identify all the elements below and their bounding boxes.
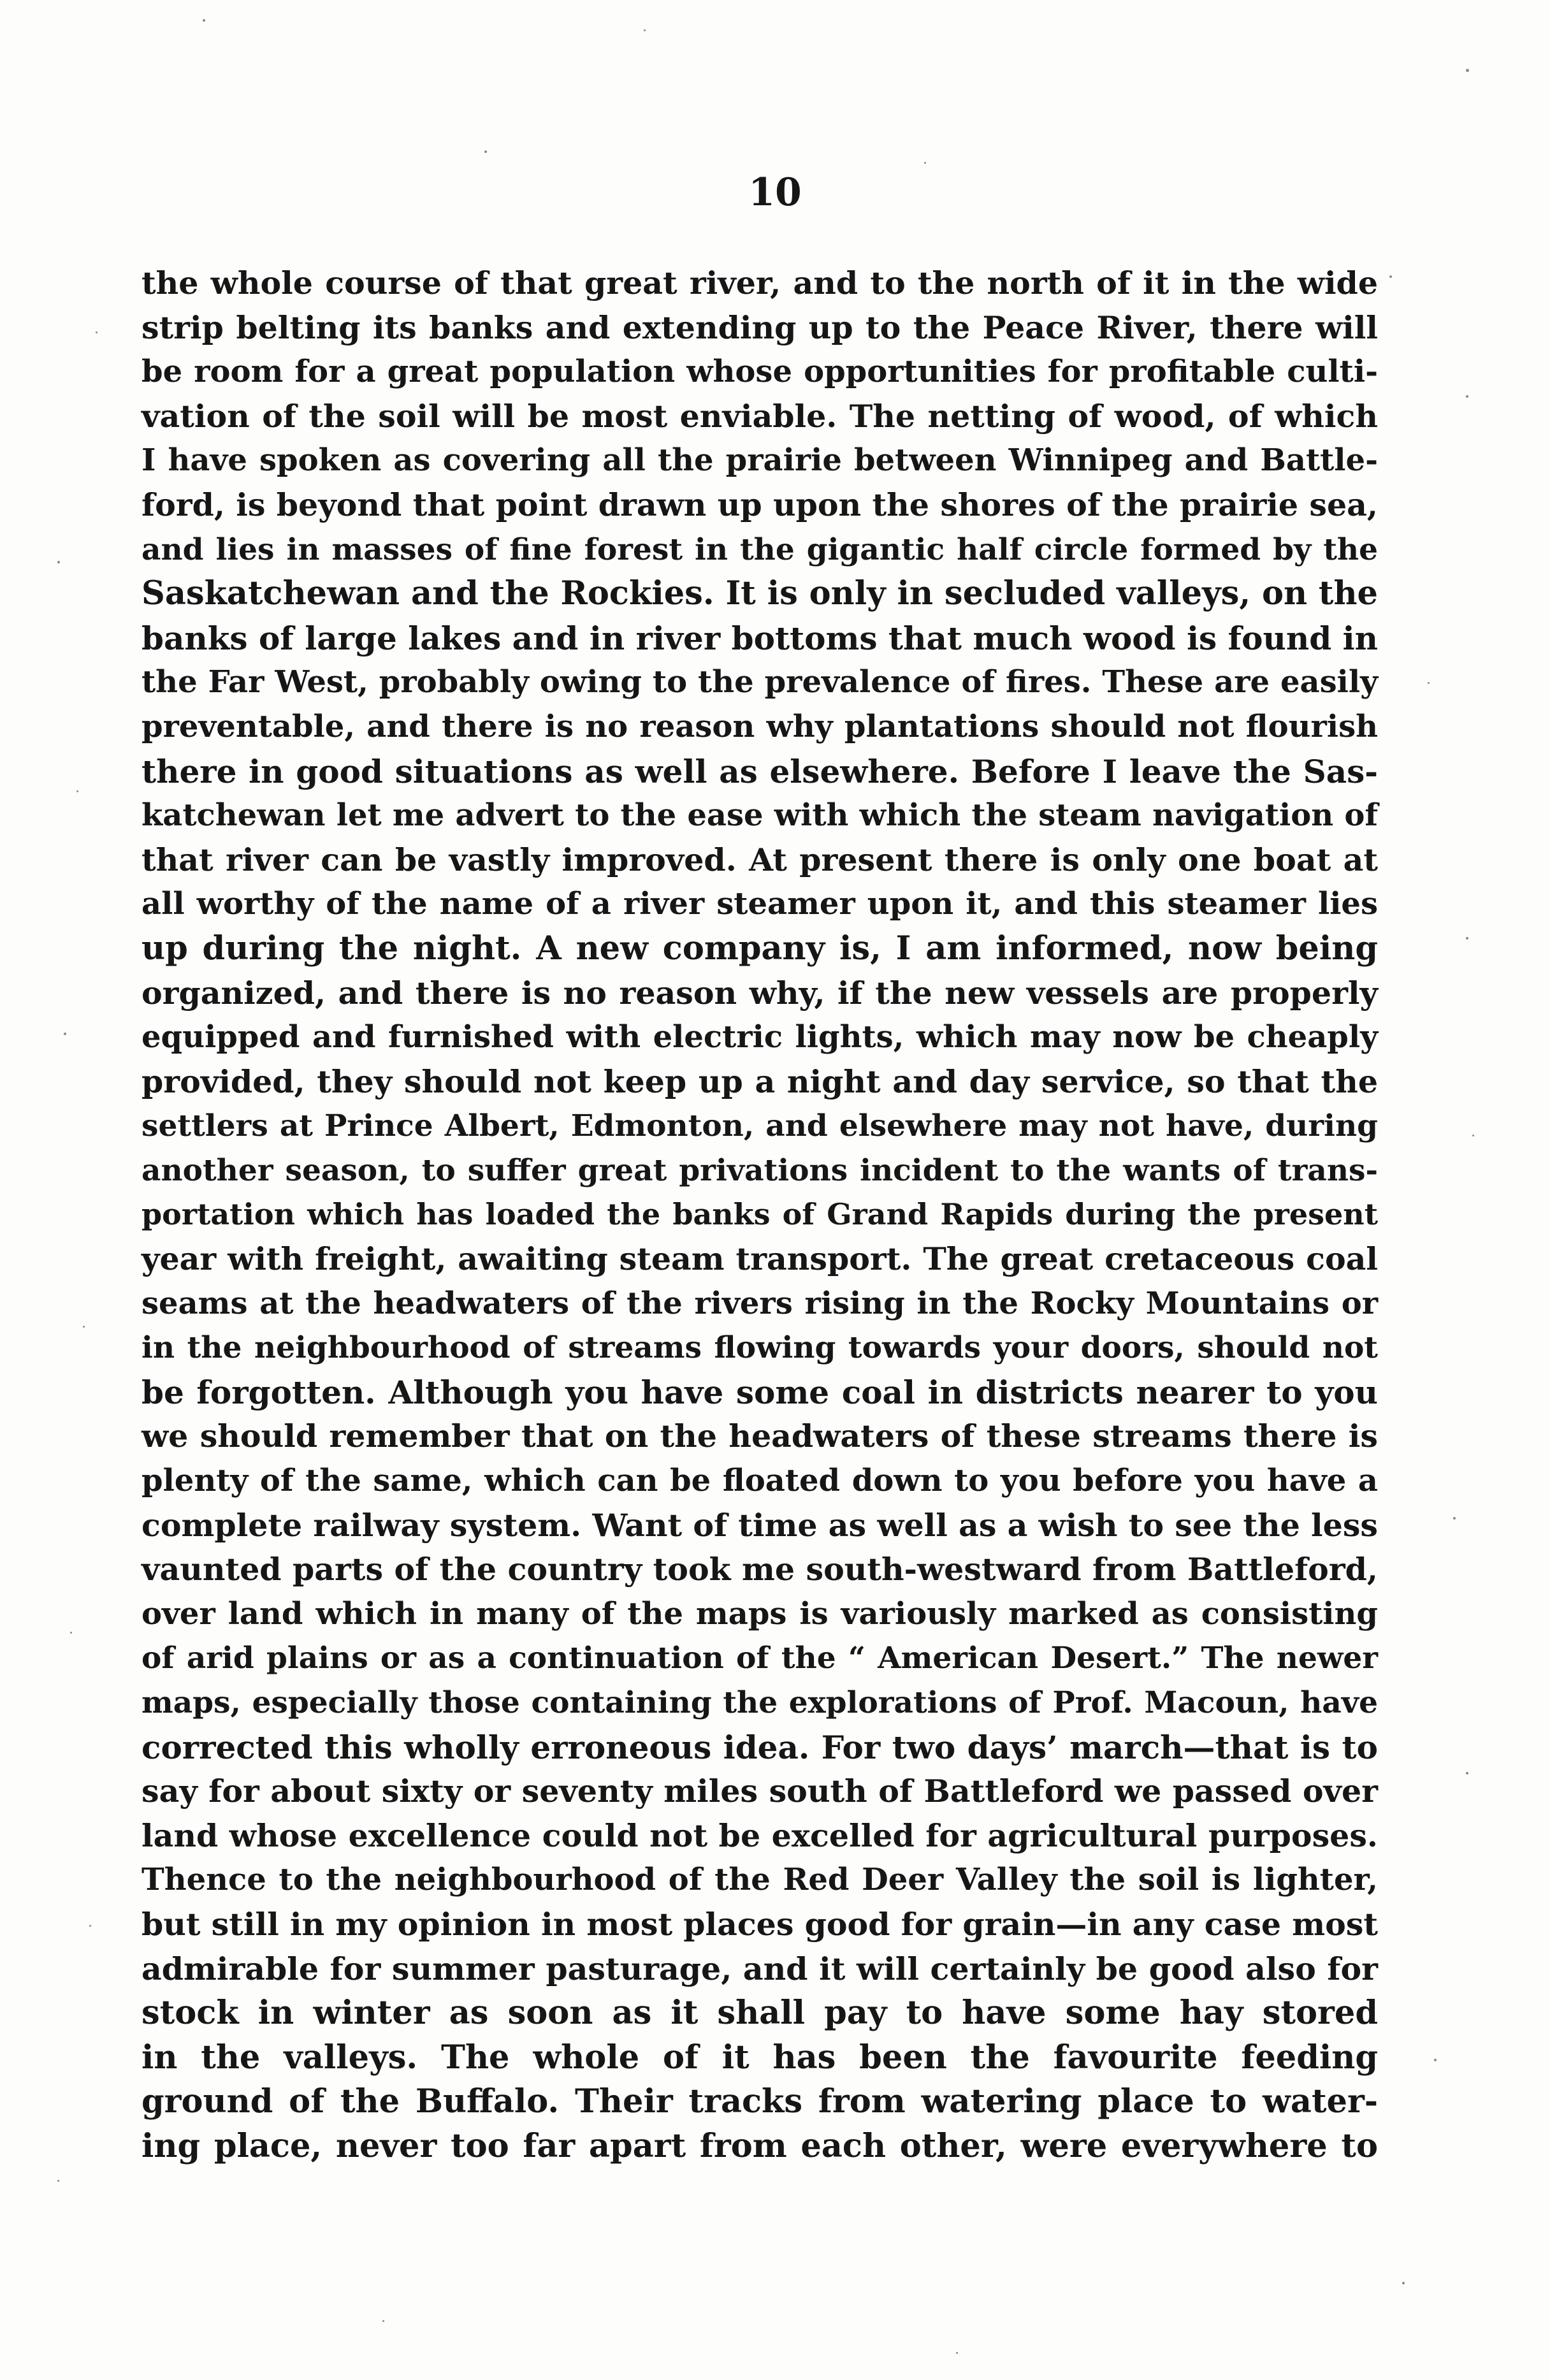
text-line: stock in winter as soon as it shall pay to have some hay stored bbox=[141, 1994, 1378, 2033]
scan-speck bbox=[1466, 937, 1468, 940]
scan-speck bbox=[1466, 1772, 1468, 1774]
scan-speck bbox=[70, 1632, 72, 1634]
text-line: over land which in many of the maps is variously marked as consisting bbox=[141, 1595, 1378, 1632]
text-line: be room for a great population whose opportunities for profitable culti- bbox=[141, 354, 1378, 390]
text-line: vation of the soil will be most enviable. The netting of wood, of which bbox=[141, 397, 1378, 435]
text-line: but still in my opinion in most places good for grain—in any case most bbox=[141, 1905, 1378, 1943]
scan-speck bbox=[1466, 395, 1468, 398]
text-line: land whose excellence could not be excelled for agricultural purposes. bbox=[141, 1817, 1378, 1854]
text-line: provided, they should not keep up a night and day service, so that the bbox=[141, 1063, 1378, 1100]
scan-speck bbox=[1389, 275, 1392, 278]
scan-speck bbox=[64, 1033, 66, 1035]
text-line: admirable for summer pasturage, and it will certainly be good also for bbox=[141, 1950, 1378, 1987]
text-line: and lies in masses of fine forest in the gigantic half circle formed by the bbox=[141, 532, 1378, 567]
scan-speck bbox=[76, 790, 78, 792]
text-line: there in good situations as well as elsewhere. Before I leave the Sas- bbox=[141, 752, 1378, 790]
text-line: strip belting its banks and extending up to the Peace River, there will bbox=[141, 308, 1378, 346]
text-line: settlers at Prince Albert, Edmonton, and elsewhere may not have, during bbox=[141, 1108, 1378, 1144]
scan-speck bbox=[924, 162, 926, 164]
text-line: I have spoken as covering all the prairie between Winnipeg and Battle- bbox=[141, 442, 1378, 479]
text-line: we should remember that on the headwaters of these streams there is bbox=[141, 1418, 1378, 1455]
text-line: up during the night. A new company is, I am informed, now being bbox=[141, 929, 1378, 968]
scan-speck bbox=[644, 29, 646, 31]
text-line: equipped and furnished with electric lights, which may now be cheaply bbox=[141, 1019, 1378, 1056]
scan-speck bbox=[57, 2180, 59, 2182]
scan-speck bbox=[484, 150, 487, 153]
text-line: organized, and there is no reason why, if the new vessels are properly bbox=[141, 974, 1378, 1012]
text-line: in the valleys. The whole of it has been the favourite feeding bbox=[141, 2038, 1378, 2077]
scan-speck bbox=[57, 561, 60, 563]
scan-speck bbox=[1472, 1135, 1474, 1136]
scan-speck bbox=[203, 19, 205, 22]
text-line: ford, is beyond that point drawn up upon the shores of the prairie sea, bbox=[141, 486, 1378, 523]
text-line: that river can be vastly improved. At present there is only one boat at bbox=[141, 841, 1378, 878]
scan-speck bbox=[1466, 69, 1469, 72]
text-line: corrected this wholly erroneous idea. For two days’ march—that is to bbox=[141, 1728, 1378, 1766]
text-line: year with freight, awaiting steam transport. The great cretaceous coal bbox=[141, 1240, 1378, 1278]
scan-speck bbox=[89, 1925, 91, 1927]
text-line: plenty of the same, which can be floated down to you before you have a bbox=[141, 1463, 1378, 1499]
text-line: of arid plains or as a continuation of the “ American Desert.” The newer bbox=[141, 1641, 1378, 1676]
text-line: say for about sixty or seventy miles south of Battleford we passed over bbox=[141, 1773, 1378, 1810]
scan-speck bbox=[382, 2320, 384, 2322]
page-number: 10 bbox=[748, 170, 802, 215]
scan-speck bbox=[96, 331, 98, 333]
text-line: the whole course of that great river, and to the north of it in the wide bbox=[141, 265, 1378, 301]
scan-speck bbox=[956, 2352, 958, 2354]
text-line: seams at the headwaters of the rivers rising in the Rocky Mountains or bbox=[141, 1285, 1378, 1321]
text-line: the Far West, probably owing to the prevalence of fires. These are easily bbox=[141, 664, 1378, 700]
text-line: katchewan let me advert to the ease with which the steam navigation of bbox=[141, 797, 1378, 834]
text-line: ground of the Buffalo. Their tracks from watering place to water- bbox=[141, 2082, 1378, 2121]
text-line: maps, especially those containing the explorations of Prof. Macoun, have bbox=[141, 1685, 1378, 1720]
text-line: preventable, and there is no reason why plantations should not flourish bbox=[141, 708, 1378, 744]
text-line: all worthy of the name of a river steamer upon it, and this steamer lies bbox=[141, 886, 1378, 922]
scan-speck bbox=[1434, 2059, 1437, 2061]
text-line: complete railway system. Want of time as well as a wish to see the less bbox=[141, 1506, 1378, 1544]
text-line: in the neighbourhood of streams flowing towards your doors, should not bbox=[141, 1330, 1378, 1366]
text-line: portation which has loaded the banks of Grand Rapids during the present bbox=[141, 1197, 1378, 1232]
text-line: Saskatchewan and the Rockies. It is only in secluded valleys, on the bbox=[141, 574, 1378, 613]
scan-speck bbox=[1402, 2282, 1405, 2284]
text-line: be forgotten. Although you have some coal in districts nearer to you bbox=[141, 1373, 1378, 1411]
text-line: vaunted parts of the country took me south-westward from Battleford, bbox=[141, 1551, 1378, 1588]
text-line: Thence to the neighbourhood of the Red Deer Valley the soil is lighter, bbox=[141, 1862, 1378, 1898]
text-line: banks of large lakes and in river bottoms that much wood is found in bbox=[141, 619, 1378, 657]
text-line: another season, to suffer great privations incident to the wants of trans- bbox=[141, 1152, 1378, 1188]
body-text bbox=[141, 261, 1378, 2169]
scan-speck bbox=[1428, 682, 1430, 684]
text-line: ing place, never too far apart from each other, were everywhere to bbox=[141, 2126, 1378, 2165]
scan-speck bbox=[1453, 1517, 1456, 1520]
scan-speck bbox=[83, 1326, 85, 1328]
